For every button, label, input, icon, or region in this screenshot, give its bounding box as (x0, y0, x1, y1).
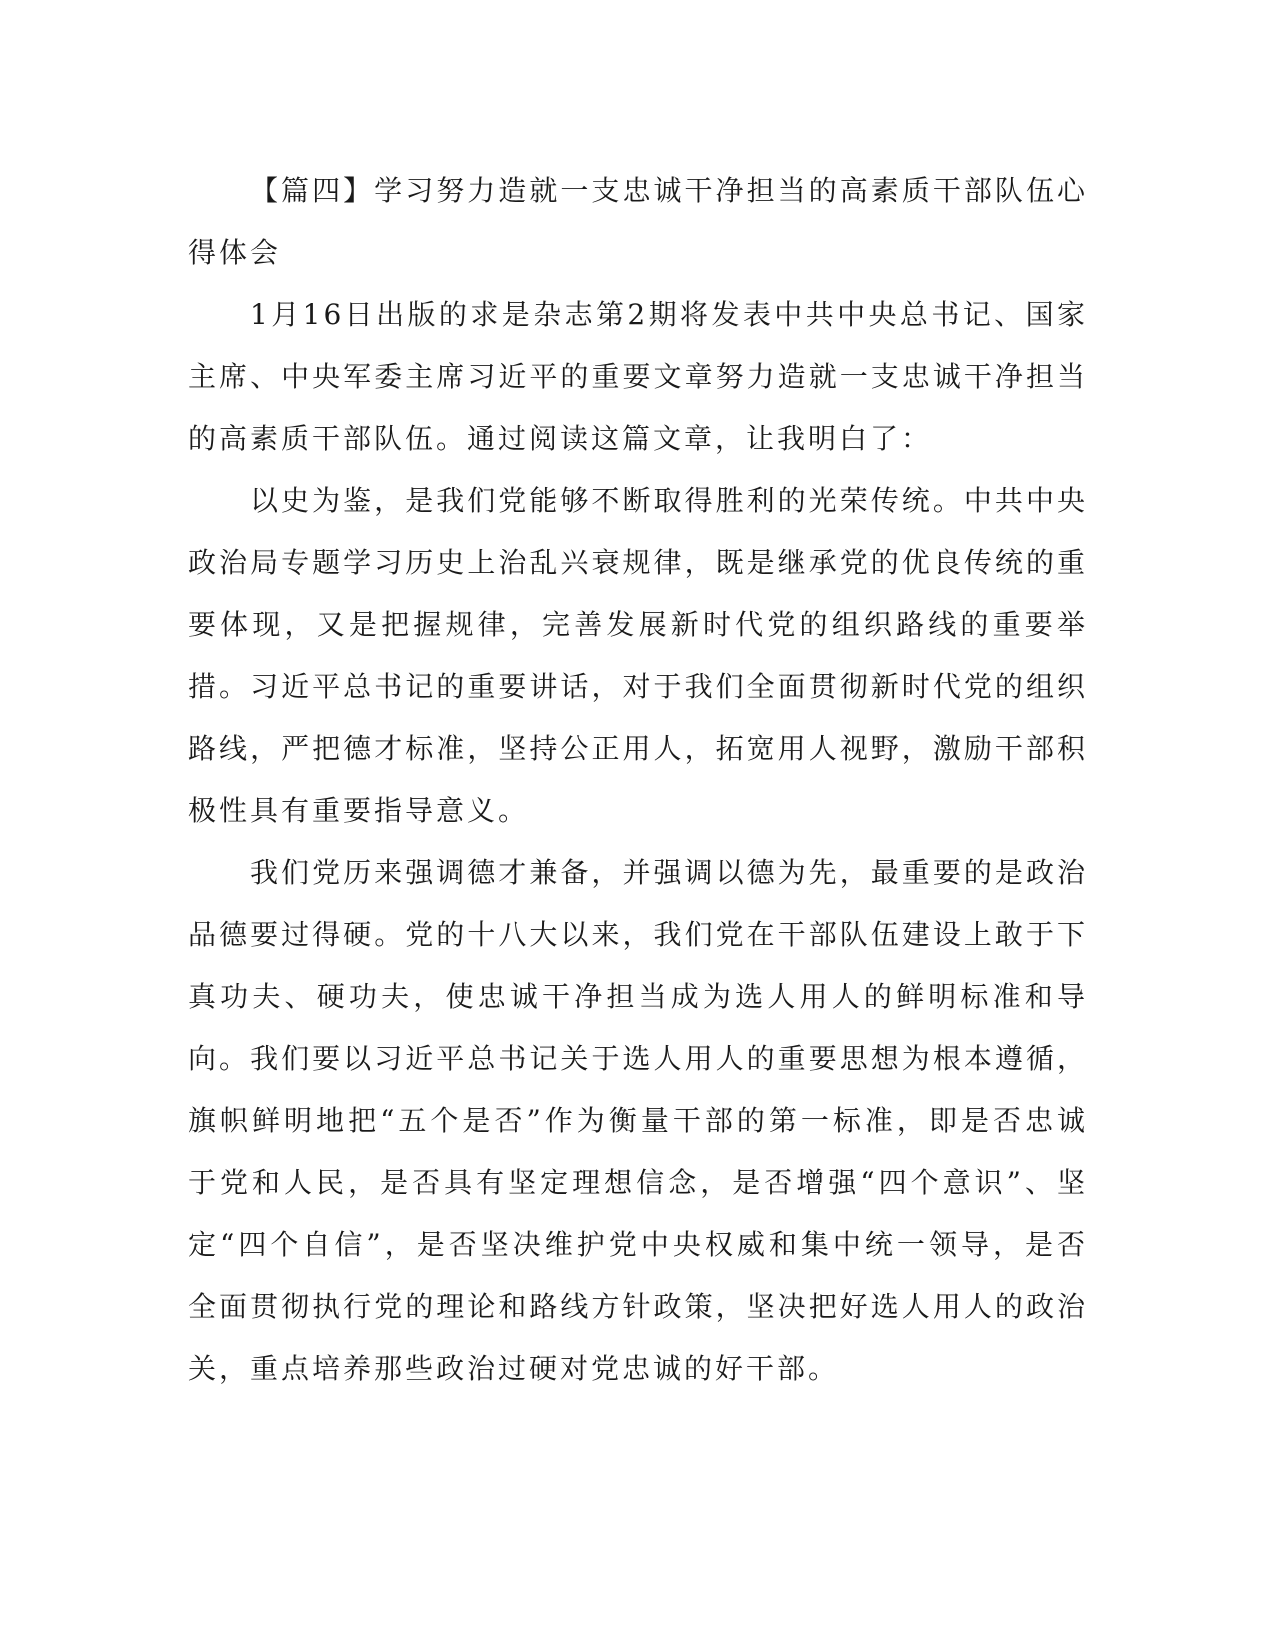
body-paragraph-2: 以史为鉴，是我们党能够不断取得胜利的光荣传统。中共中央政治局专题学习历史上治乱兴衰规律，既是继承党的优良传统的重要体现，又是把握规律，完善发展新时代党的组织路线的重要举措。习近平总书记的重要讲话，对于我们全面贯彻新时代党的组织路线，严把德才标准，坚持公正用人，拓宽用人视野，激励干部积极性具有重要指导意义。 (188, 484, 1088, 827)
document-title-paragraph: 【篇四】学习努力造就一支忠诚干净担当的高素质干部队伍心得体会 (188, 174, 1088, 269)
document-body (188, 160, 1088, 1400)
body-paragraph-1: 1月16日出版的求是杂志第2期将发表中共中央总书记、国家主席、中央军委主席习近平的重要文章努力造就一支忠诚干净担当的高素质干部队伍。通过阅读这篇文章，让我明白了： (188, 298, 1088, 455)
body-paragraph-3: 我们党历来强调德才兼备，并强调以德为先，最重要的是政治品德要过得硬。党的十八大以来，我们党在干部队伍建设上敢于下真功夫、硬功夫，使忠诚干净担当成为选人用人的鲜明标准和导向。我们要以习近平总书记关于选人用人的重要思想为根本遵循，旗帜鲜明地把“五个是否”作为衡量干部的第一标准，即是否忠诚于党和人民，是否具有坚定理想信念，是否增强“四个意识”、坚定“四个自信”，是否坚决维护党中央权威和集中统一领导，是否全面贯彻执行党的理论和路线方针政策，坚决把好选人用人的政治关，重点培养那些政治过硬对党忠诚的好干部。 (188, 856, 1088, 1385)
